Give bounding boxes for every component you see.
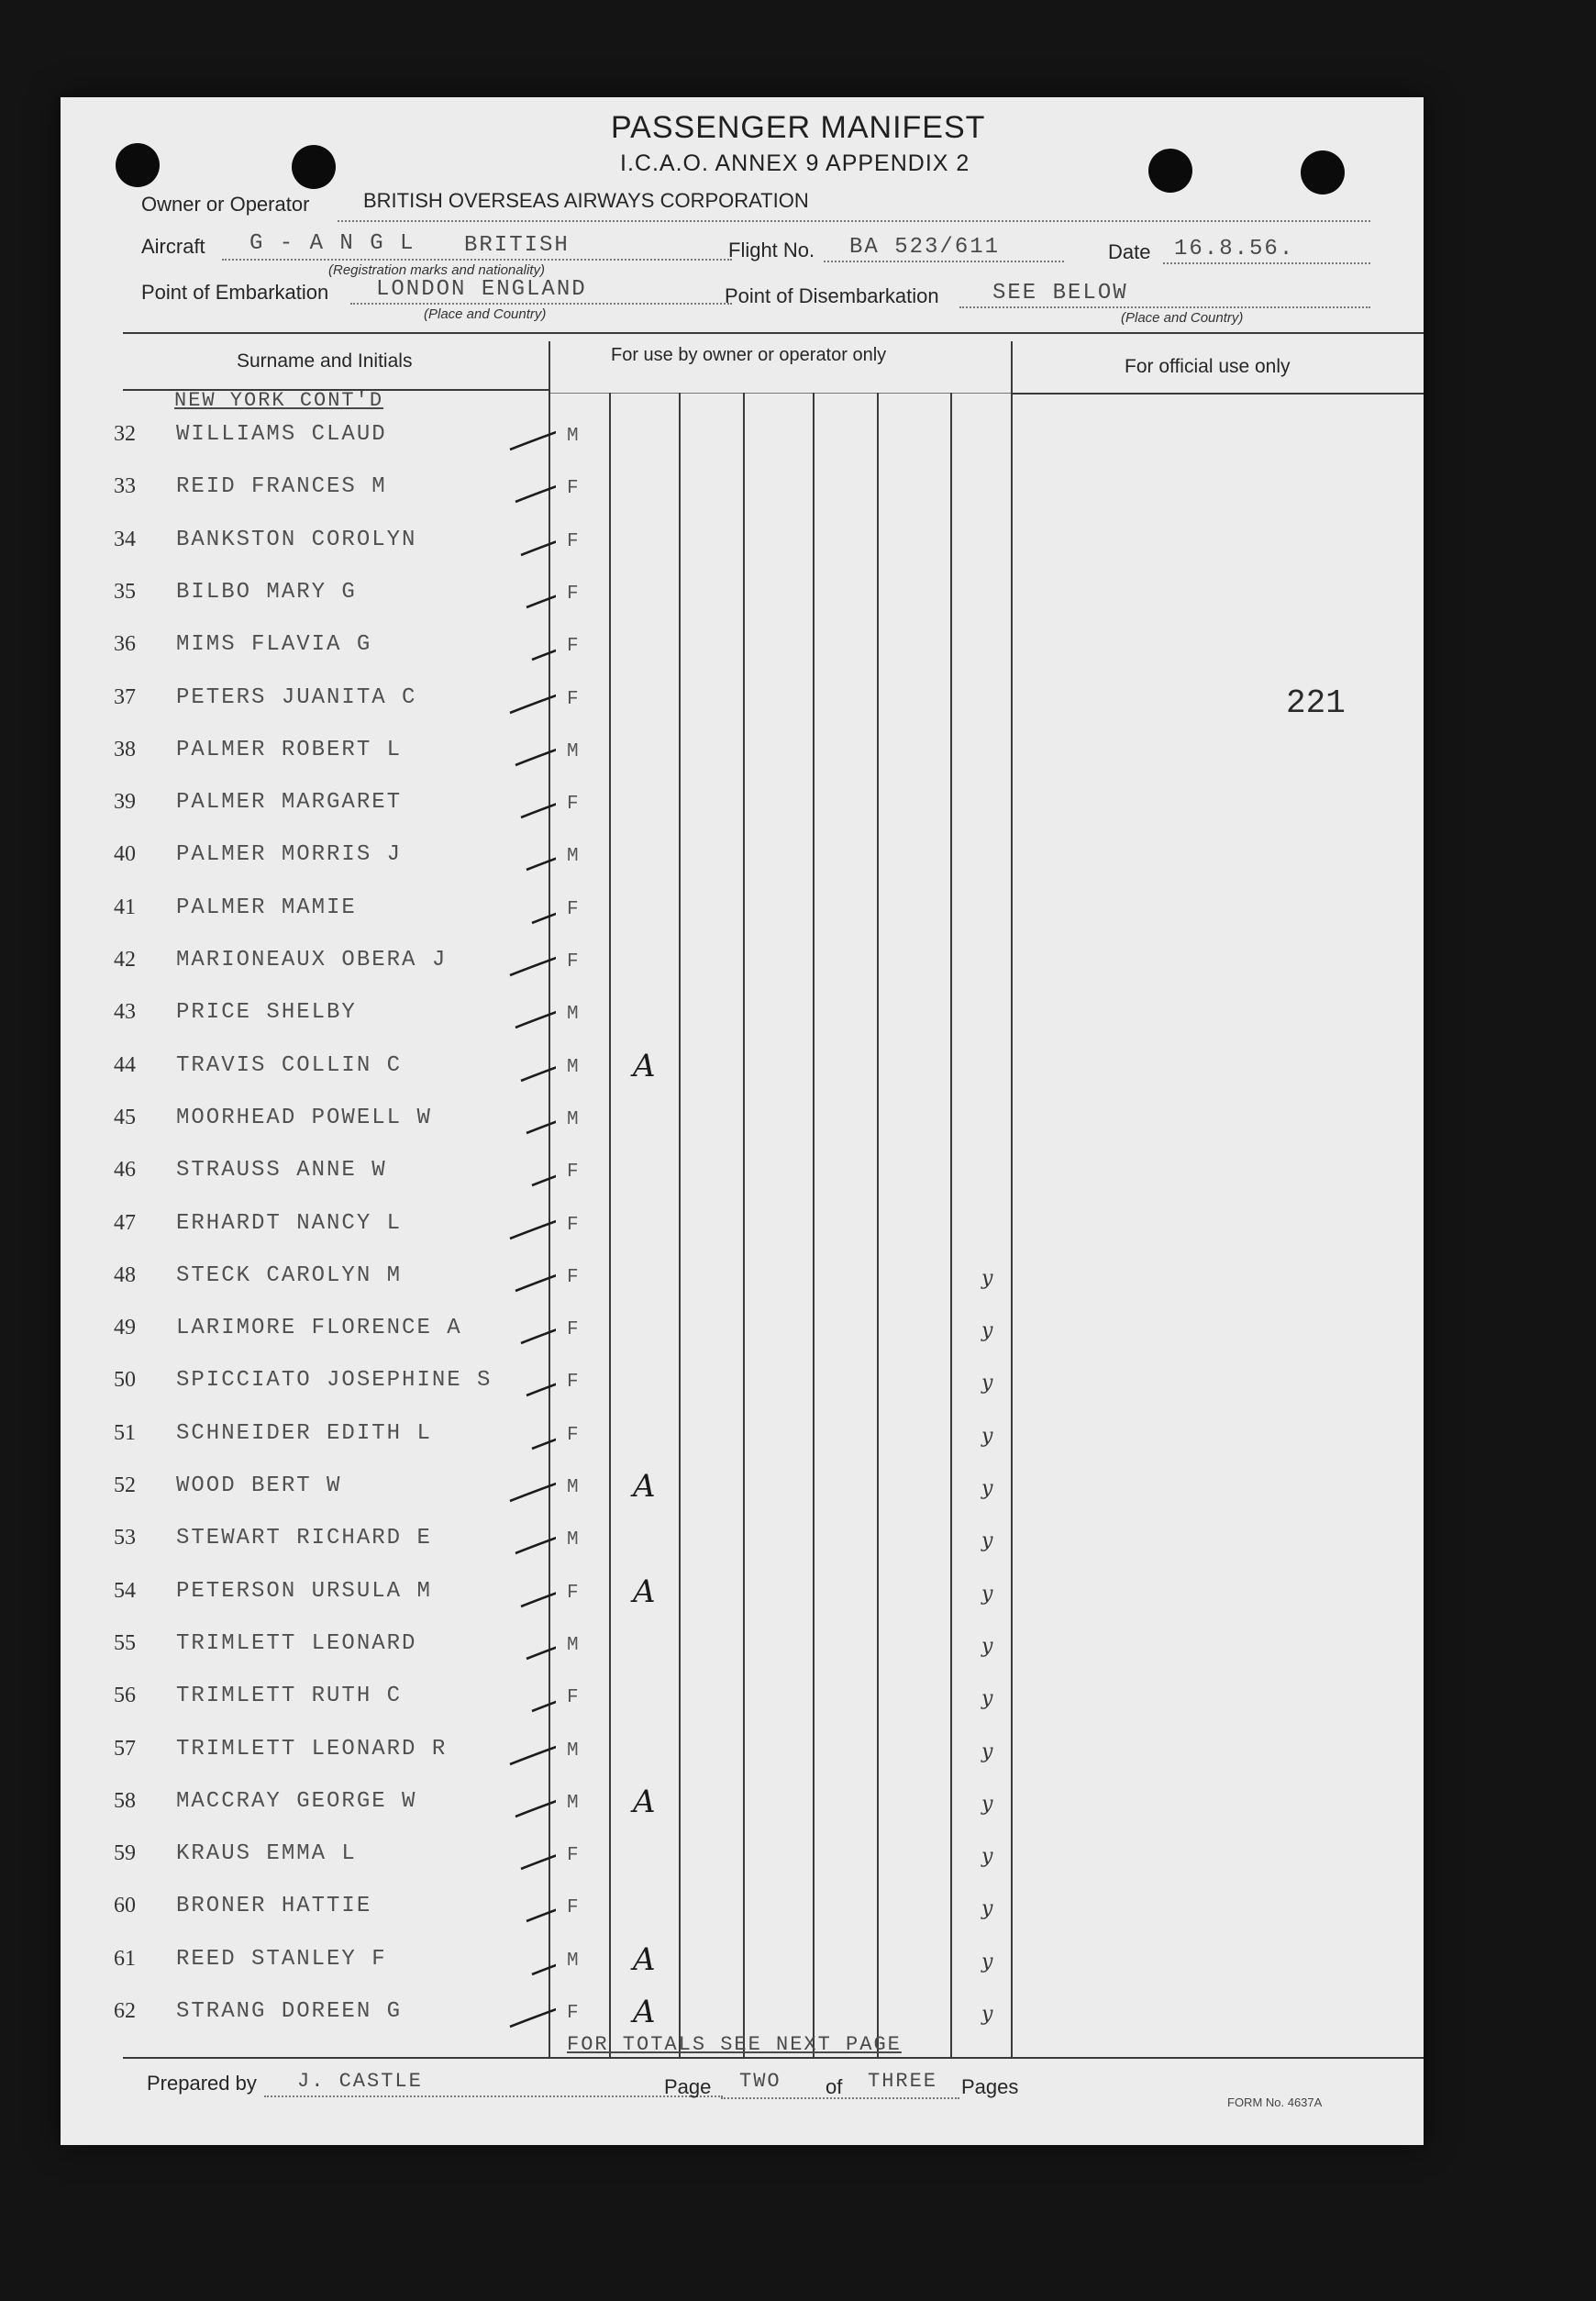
table-row: [61, 1884, 1424, 1937]
table-row: [61, 1728, 1424, 1780]
table-row: [61, 623, 1424, 675]
passenger-name: STRAUSS ANNE W: [176, 1158, 387, 1184]
passenger-sex: F: [567, 1582, 579, 1604]
passenger-number: 52: [114, 1473, 136, 1497]
passenger-name: TRIMLETT LEONARD: [176, 1630, 417, 1656]
owner-value: BRITISH OVERSEAS AIRWAYS CORPORATION: [363, 189, 809, 212]
check-mark-icon: [427, 571, 556, 623]
owner-flag: y: [981, 1897, 993, 1921]
check-mark-icon: [427, 465, 556, 517]
check-mark-icon: [427, 1884, 556, 1937]
owner-flag: y: [981, 1529, 993, 1553]
passenger-sex: F: [567, 951, 579, 973]
passenger-sex: F: [567, 478, 579, 500]
check-mark-icon: [427, 1202, 556, 1254]
disembarkation-dotted-line: [959, 306, 1370, 308]
owner-mark: A: [633, 1783, 656, 1820]
disembarkation-value: SEE BELOW: [992, 281, 1128, 306]
check-mark-icon: [427, 1780, 556, 1832]
check-mark-icon: [427, 1622, 556, 1674]
owner-use-column-header: For use by owner or operator only: [611, 345, 887, 365]
owner-flag: y: [981, 1687, 993, 1711]
manifest-title: PASSENGER MANIFEST: [611, 110, 986, 145]
check-mark-icon: [427, 1096, 556, 1149]
owner-flag: y: [981, 1740, 993, 1763]
of-value: THREE: [868, 2070, 938, 2093]
passenger-name: TRIMLETT LEONARD R: [176, 1736, 448, 1762]
passenger-sex: F: [567, 898, 579, 920]
owner-flag: y: [981, 1634, 993, 1658]
owner-flag: y: [981, 1372, 993, 1395]
check-mark-icon: [427, 1570, 556, 1622]
passenger-number: 44: [114, 1052, 136, 1077]
punch-hole: [116, 143, 160, 187]
passenger-name: MARIONEAUX OBERA J: [176, 948, 448, 973]
table-row: [61, 413, 1424, 465]
check-mark-icon: [427, 991, 556, 1043]
passenger-name: WILLIAMS CLAUD: [176, 422, 387, 447]
aircraft-dotted-line: [222, 259, 732, 261]
passenger-sex: F: [567, 583, 579, 605]
passenger-name: MOORHEAD POWELL W: [176, 1105, 432, 1130]
passenger-sex: F: [567, 794, 579, 816]
disembarkation-label: Point of Disembarkation: [725, 284, 939, 307]
passenger-sex: F: [567, 1162, 579, 1184]
passenger-sex: M: [567, 1792, 579, 1814]
owner-mark: A: [633, 1573, 656, 1610]
check-mark-icon: [427, 1412, 556, 1464]
passenger-name: SCHNEIDER EDITH L: [176, 1420, 432, 1446]
table-row: [61, 1464, 1424, 1517]
date-value: 16.8.56.: [1174, 237, 1295, 261]
passenger-sex: M: [567, 1108, 579, 1130]
passenger-name: REID FRANCES M: [176, 474, 387, 500]
embarkation-value: LONDON ENGLAND: [376, 277, 587, 302]
table-row: [61, 1096, 1424, 1149]
passenger-number: 62: [114, 1999, 136, 2023]
passenger-name: BILBO MARY G: [176, 579, 357, 605]
table-row: [61, 1517, 1424, 1569]
passenger-name: MACCRAY GEORGE W: [176, 1788, 417, 1814]
owner-flag: y: [981, 1266, 993, 1290]
passenger-name: ERHARDT NANCY L: [176, 1210, 403, 1236]
manifest-page: [61, 97, 1424, 2145]
totals-note: FOR TOTALS SEE NEXT PAGE: [567, 2033, 902, 2056]
passenger-number: 58: [114, 1788, 136, 1813]
passenger-sex: F: [567, 1372, 579, 1394]
official-use-column-header: For official use only: [1125, 356, 1291, 377]
check-mark-icon: [427, 886, 556, 939]
table-row: [61, 465, 1424, 517]
flight-label: Flight No.: [728, 239, 815, 261]
page-label: Page: [664, 2075, 712, 2098]
passenger-number: 32: [114, 422, 136, 446]
flight-dotted-line: [824, 261, 1064, 262]
passenger-sex: F: [567, 636, 579, 658]
passenger-sex: M: [567, 740, 579, 762]
table-row: [61, 676, 1424, 728]
passenger-sex: M: [567, 426, 579, 447]
passenger-sex: M: [567, 846, 579, 868]
check-mark-icon: [427, 1306, 556, 1359]
table-row: [61, 939, 1424, 991]
check-mark-icon: [427, 1044, 556, 1096]
prepared-by-label: Prepared by: [147, 2072, 257, 2095]
manifest-subtitle: I.C.A.O. ANNEX 9 APPENDIX 2: [620, 150, 970, 176]
passenger-sex: M: [567, 1004, 579, 1026]
punch-hole: [292, 145, 336, 189]
table-row: [61, 1938, 1424, 1990]
owner-flag: y: [981, 1845, 993, 1869]
aircraft-label: Aircraft: [141, 235, 205, 258]
disembarkation-caption: (Place and Country): [1121, 310, 1244, 326]
table-row: [61, 991, 1424, 1043]
table-top-rule: [123, 332, 1424, 334]
passenger-number: 50: [114, 1368, 136, 1393]
passenger-name: STRANG DOREEN G: [176, 1999, 403, 2024]
passenger-sex: M: [567, 1634, 579, 1656]
passenger-number: 41: [114, 895, 136, 919]
table-row: [61, 1780, 1424, 1832]
owner-dotted-line: [338, 220, 1370, 222]
owner-mark: A: [633, 1994, 656, 2030]
passenger-number: 36: [114, 632, 136, 657]
passenger-name: SPICCIATO JOSEPHINE S: [176, 1368, 493, 1394]
passenger-name: PALMER ROBERT L: [176, 737, 403, 762]
check-mark-icon: [427, 518, 556, 571]
table-row: [61, 1149, 1424, 1201]
passenger-number: 34: [114, 527, 136, 551]
date-dotted-line: [1163, 262, 1370, 264]
check-mark-icon: [427, 1674, 556, 1727]
passenger-number: 51: [114, 1420, 136, 1445]
passenger-name: REED STANLEY F: [176, 1946, 387, 1972]
passenger-name: PALMER MARGARET: [176, 790, 403, 816]
passenger-number: 57: [114, 1736, 136, 1761]
owner-flag: y: [981, 1477, 993, 1500]
passenger-name: TRIMLETT RUTH C: [176, 1684, 403, 1709]
punch-hole: [1148, 149, 1192, 193]
passenger-number: 45: [114, 1105, 136, 1129]
passenger-name: MIMS FLAVIA G: [176, 632, 372, 658]
passenger-name: WOOD BERT W: [176, 1473, 342, 1498]
passenger-number: 59: [114, 1841, 136, 1866]
passenger-name: PETERSON URSULA M: [176, 1578, 432, 1604]
table-row: [61, 571, 1424, 623]
form-number: FORM No. 4637A: [1227, 2095, 1323, 2109]
check-mark-icon: [427, 1359, 556, 1411]
section-heading: NEW YORK CONT'D: [174, 389, 384, 412]
table-row: [61, 1044, 1424, 1096]
table-row: [61, 1622, 1424, 1674]
table-row: [61, 1202, 1424, 1254]
check-mark-icon: [427, 623, 556, 675]
passenger-sex: M: [567, 1740, 579, 1762]
passenger-sex: F: [567, 1319, 579, 1341]
table-row: [61, 833, 1424, 885]
embarkation-dotted-line: [350, 303, 732, 305]
passenger-number: 39: [114, 790, 136, 815]
passenger-number: 35: [114, 579, 136, 604]
prepared-by-dotted-line: [264, 2095, 723, 2097]
passenger-sex: F: [567, 1266, 579, 1288]
check-mark-icon: [427, 1254, 556, 1306]
passenger-sex: F: [567, 1214, 579, 1236]
passenger-number: 40: [114, 842, 136, 867]
passenger-sex: F: [567, 1897, 579, 1919]
owner-mark: A: [633, 1468, 656, 1505]
table-row: [61, 886, 1424, 939]
passenger-name: LARIMORE FLORENCE A: [176, 1316, 462, 1341]
passenger-name: STEWART RICHARD E: [176, 1526, 432, 1551]
owner-subheader-rule: [550, 393, 1011, 394]
owner-flag: y: [981, 1792, 993, 1816]
passenger-sex: F: [567, 1687, 579, 1709]
passenger-sex: M: [567, 1950, 579, 1972]
passenger-sex: M: [567, 1056, 579, 1078]
check-mark-icon: [427, 1990, 556, 2042]
passenger-number: 43: [114, 1000, 136, 1025]
owner-flag: y: [981, 1424, 993, 1448]
table-row: [61, 518, 1424, 571]
check-mark-icon: [427, 676, 556, 728]
passenger-number: 56: [114, 1684, 136, 1708]
surname-column-header: Surname and Initials: [237, 350, 413, 372]
check-mark-icon: [427, 1728, 556, 1780]
check-mark-icon: [427, 1517, 556, 1569]
prepared-by-value: J. CASTLE: [297, 2070, 423, 2093]
passenger-sex: M: [567, 1529, 579, 1551]
flight-value: BA 523/611: [849, 235, 1001, 260]
official-header-rule: [1011, 393, 1424, 395]
aircraft-registration: G - A N G L: [249, 231, 416, 256]
check-mark-icon: [427, 728, 556, 781]
page-dotted-line: [721, 2097, 959, 2099]
check-mark-icon: [427, 781, 556, 833]
of-label: of: [826, 2075, 843, 2098]
punch-hole: [1301, 150, 1345, 195]
table-row: [61, 1674, 1424, 1727]
table-row: [61, 1254, 1424, 1306]
aircraft-caption: (Registration marks and nationality): [328, 262, 545, 278]
check-mark-icon: [427, 833, 556, 885]
aircraft-nationality: BRITISH: [464, 233, 570, 258]
passenger-name: KRAUS EMMA L: [176, 1841, 357, 1867]
passenger-number: 47: [114, 1210, 136, 1235]
passenger-number: 46: [114, 1158, 136, 1183]
check-mark-icon: [427, 939, 556, 991]
passenger-name: PRICE SHELBY: [176, 1000, 357, 1026]
passenger-sex: M: [567, 1477, 579, 1498]
passenger-name: PETERS JUANITA C: [176, 684, 417, 710]
check-mark-icon: [427, 1938, 556, 1990]
check-mark-icon: [427, 1464, 556, 1517]
pages-label: Pages: [961, 2075, 1019, 2098]
embarkation-caption: (Place and Country): [424, 306, 547, 322]
check-mark-icon: [427, 1832, 556, 1884]
table-bottom-rule: [123, 2057, 1424, 2059]
table-row: [61, 1832, 1424, 1884]
passenger-number: 49: [114, 1316, 136, 1340]
passenger-number: 37: [114, 684, 136, 709]
date-label: Date: [1108, 240, 1151, 263]
table-row: [61, 1306, 1424, 1359]
owner-flag: y: [981, 2003, 993, 2026]
embarkation-label: Point of Embarkation: [141, 281, 329, 304]
passenger-number: 55: [114, 1630, 136, 1655]
passenger-name: TRAVIS COLLIN C: [176, 1052, 403, 1078]
table-row: [61, 781, 1424, 833]
passenger-sex: F: [567, 688, 579, 710]
check-mark-icon: [427, 1149, 556, 1201]
owner-flag: y: [981, 1950, 993, 1973]
passenger-number: 61: [114, 1946, 136, 1971]
passenger-number: 48: [114, 1262, 136, 1287]
official-note: 221: [1286, 684, 1346, 722]
owner-mark: A: [633, 1047, 656, 1084]
passenger-name: BANKSTON COROLYN: [176, 527, 417, 552]
passenger-number: 60: [114, 1894, 136, 1918]
passenger-name: STECK CAROLYN M: [176, 1262, 403, 1288]
owner-mark: A: [633, 1940, 656, 1978]
passenger-number: 54: [114, 1578, 136, 1603]
page-value: TWO: [739, 2070, 781, 2093]
passenger-name: PALMER MAMIE: [176, 895, 357, 920]
passenger-number: 38: [114, 737, 136, 761]
passenger-name: PALMER MORRIS J: [176, 842, 403, 868]
passenger-number: 33: [114, 474, 136, 499]
passenger-number: 42: [114, 948, 136, 972]
passenger-sex: F: [567, 1424, 579, 1446]
passenger-sex: F: [567, 1845, 579, 1867]
passenger-sex: F: [567, 530, 579, 552]
table-row: [61, 1359, 1424, 1411]
owner-flag: y: [981, 1319, 993, 1343]
passenger-sex: F: [567, 2003, 579, 2024]
owner-label: Owner or Operator: [141, 193, 310, 216]
owner-flag: y: [981, 1582, 993, 1606]
table-row: [61, 1570, 1424, 1622]
passenger-number: 53: [114, 1526, 136, 1551]
check-mark-icon: [427, 413, 556, 465]
table-row: [61, 1412, 1424, 1464]
passenger-name: BRONER HATTIE: [176, 1894, 372, 1919]
table-row: [61, 728, 1424, 781]
